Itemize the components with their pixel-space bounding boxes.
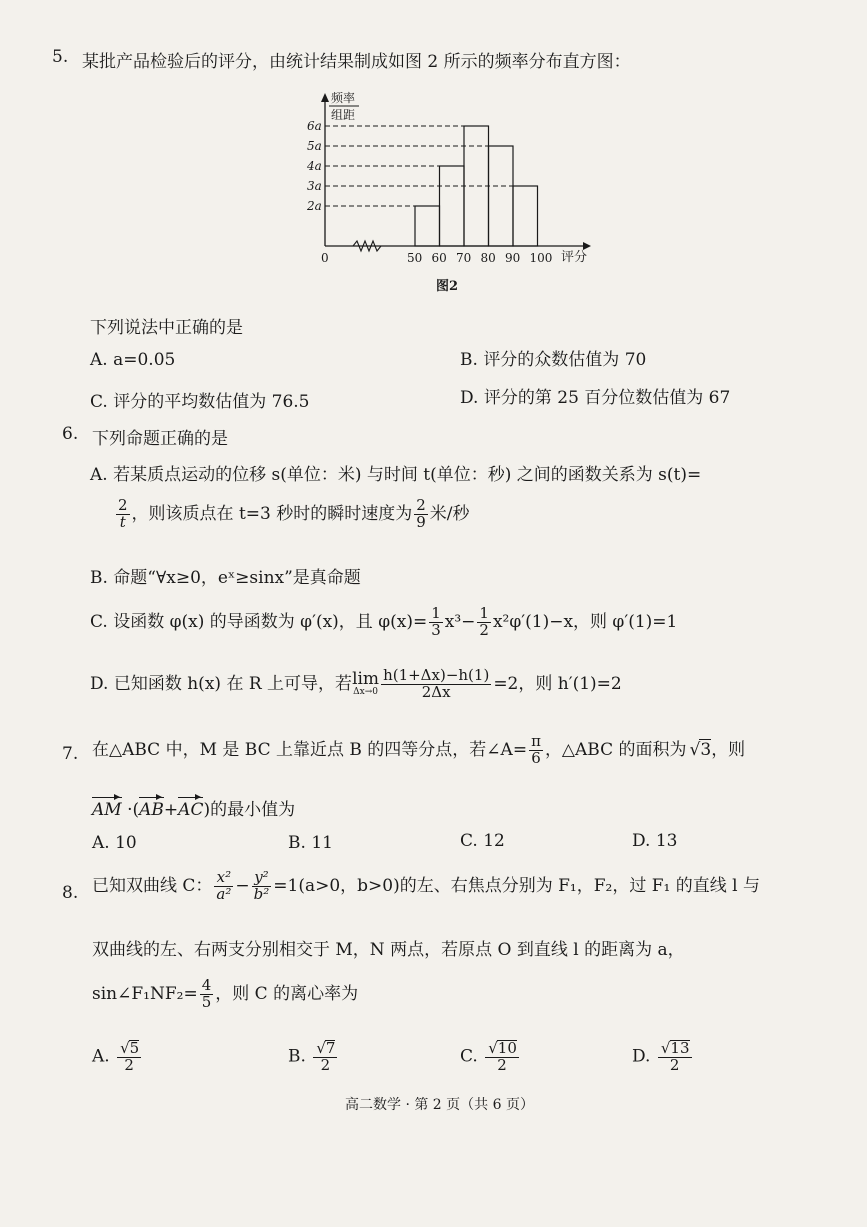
- x-axis-arrow: [583, 242, 591, 250]
- q7-option-d[interactable]: D. 13: [632, 831, 678, 851]
- q7-line2: AM ·(AB+AC)的最小值为: [92, 800, 296, 820]
- histogram-bar-60-70: [440, 166, 465, 246]
- q5-option-d[interactable]: [460, 383, 730, 408]
- q6-option-c[interactable]: C. 设函数 φ(x) 的导函数为 φ′(x)，且 φ(x)= $\frac{1}{3}$ x³− $\frac{1}{2}$ x²φ′(1)−x，则 φ′(1)=1: [90, 604, 678, 639]
- vector-ab: AB: [139, 800, 164, 820]
- y-label-top: 频率: [331, 91, 356, 105]
- vector-ac: AC: [178, 800, 204, 820]
- q5-number: 5.: [52, 47, 69, 67]
- option-text: 评分的众数估值为 70: [483, 350, 647, 370]
- q8-number: 8.: [62, 883, 79, 903]
- fraction: $\frac{\text{x²}}{\text{a²}}$: [216, 868, 232, 903]
- fraction: √ $\frac{13}{2}$: [658, 1040, 692, 1074]
- fraction: $\frac{4}{5}$: [201, 976, 212, 1011]
- option-text: 评分的平均数估值为 76.5: [113, 392, 310, 412]
- q8-option-c[interactable]: C. √ $\frac{10}{2}$: [460, 1040, 521, 1074]
- q8-option-b[interactable]: B. √ $\frac{7}{2}$: [288, 1040, 339, 1074]
- option-text: 评分的第 25 百分位数估值为 67: [483, 388, 731, 408]
- option-label: A.: [90, 350, 108, 370]
- fraction: √ $\frac{7}{2}$: [313, 1040, 337, 1074]
- q5-option-b[interactable]: [460, 345, 646, 370]
- q8-line1: 已知双曲线 C： $\frac{\text{x²}}{\text{a²}}$ − $\frac{\text{y²}}{\text{b²}}$ =1(a>0，b>0)的左、右焦点分别为 F₁，F₂，过 F₁ 的直线 l 与: [92, 868, 761, 903]
- q6-stem: 下列命题正确的是: [92, 429, 228, 449]
- x-axis-label: 评分: [561, 250, 588, 265]
- q7-option-c[interactable]: C. 12: [460, 831, 505, 851]
- fraction: √ $\frac{10}{2}$: [485, 1040, 519, 1074]
- q5-prompt: 下列说法中正确的是: [90, 318, 243, 338]
- x-tick-label: 50: [407, 251, 423, 265]
- q7-line1: 在△ABC 中，M 是 BC 上靠近点 B 的四等分点，若∠A= $\frac{\pi}{6}$ ，△ABC 的面积为√ 3，则: [92, 734, 745, 767]
- q8-option-a[interactable]: A. √ $\frac{5}{2}$: [92, 1040, 143, 1074]
- y-tick-label: 5a: [307, 139, 322, 153]
- x-tick-label: 90: [505, 251, 521, 265]
- q7-number: 7.: [62, 744, 79, 764]
- q6-option-a-line1[interactable]: A. 若某质点运动的位移 s(单位：米) 与时间 t(单位：秒) 之间的函数关系为 s(t)=: [90, 465, 702, 485]
- y-label-bottom: 组距: [331, 108, 356, 122]
- q8-option-d[interactable]: D. √ $\frac{13}{2}$: [632, 1040, 694, 1074]
- y-axis-arrow: [321, 93, 329, 102]
- x-tick-label: 0: [321, 251, 329, 265]
- histogram-bar-90-100: [513, 186, 538, 246]
- q5-option-c[interactable]: [90, 387, 309, 412]
- q5-stem: 某批产品检验后的评分，由统计结果制成如图 2 所示的频率分布直方图：: [82, 52, 631, 72]
- option-label: D.: [460, 388, 479, 408]
- histogram-bar-70-80: [464, 126, 489, 246]
- q6-option-a-line2[interactable]: $\frac{2}{t}$ ，则该质点在 t=3 秒时的瞬时速度为 $\frac{2}{9}$ 米/秒: [118, 496, 470, 531]
- q6-option-d[interactable]: D. 已知函数 h(x) 在 R 上可导，若 lim Δx→0 $\frac{h(1+\Delta x)-h(1)}{2\Delta x}$ =2，则 h′(1)=2: [90, 666, 622, 701]
- y-tick-label: 3a: [307, 179, 322, 193]
- fraction: √ $\frac{5}{2}$: [117, 1040, 141, 1074]
- q6-number: 6.: [62, 424, 79, 444]
- q6-option-b[interactable]: B. 命题“∀x≥0，eˣ≥sinx”是真命题: [90, 568, 361, 588]
- chart-layer: [306, 90, 591, 265]
- fraction: $\frac{1}{2}$: [479, 604, 489, 639]
- histogram-chart: [285, 88, 605, 288]
- option-label: B.: [460, 350, 478, 370]
- fraction: $\frac{h(1+\Delta x)-h(1)}{2\Delta x}$: [383, 666, 490, 701]
- page-footer: 高二数学 · 第 2 页（共 6 页）: [345, 1097, 534, 1113]
- y-tick-label: 4a: [307, 159, 322, 173]
- x-tick-label: 60: [431, 251, 447, 265]
- q8-line3: sin∠F₁NF₂= $\frac{4}{5}$ ，则 C 的离心率为: [92, 976, 359, 1011]
- sqrt: √ 3: [699, 739, 712, 760]
- y-tick-label: 6a: [307, 119, 322, 133]
- x-tick-label: 80: [480, 251, 496, 265]
- figure-caption: 图2: [436, 279, 459, 294]
- histogram-bar-80-90: [489, 146, 514, 246]
- vector-am: AM: [92, 800, 122, 820]
- y-tick-label: 2a: [307, 199, 322, 213]
- fraction: $\frac{2}{9}$: [416, 496, 426, 531]
- q7-option-b[interactable]: B. 11: [288, 833, 333, 853]
- histogram-bar-50-60: [415, 206, 440, 246]
- fraction: $\frac{1}{3}$: [431, 604, 441, 639]
- x-tick-label: 70: [456, 251, 472, 265]
- q5-option-a[interactable]: [90, 350, 175, 370]
- x-tick-label: 100: [529, 251, 553, 265]
- q7-option-a[interactable]: A. 10: [92, 833, 137, 853]
- fraction: $\frac{\pi}{6}$: [531, 732, 541, 767]
- q8-line2: 双曲线的左、右两支分别相交于 M，N 两点，若原点 O 到直线 l 的距离为 a，: [92, 940, 685, 960]
- fraction: $\frac{\text{y²}}{\text{b²}}$: [253, 868, 270, 903]
- option-label: C.: [90, 392, 108, 412]
- fraction: $\frac{2}{t}$: [118, 496, 128, 531]
- limit: lim Δx→0: [352, 669, 380, 698]
- option-text: a=0.05: [113, 350, 176, 370]
